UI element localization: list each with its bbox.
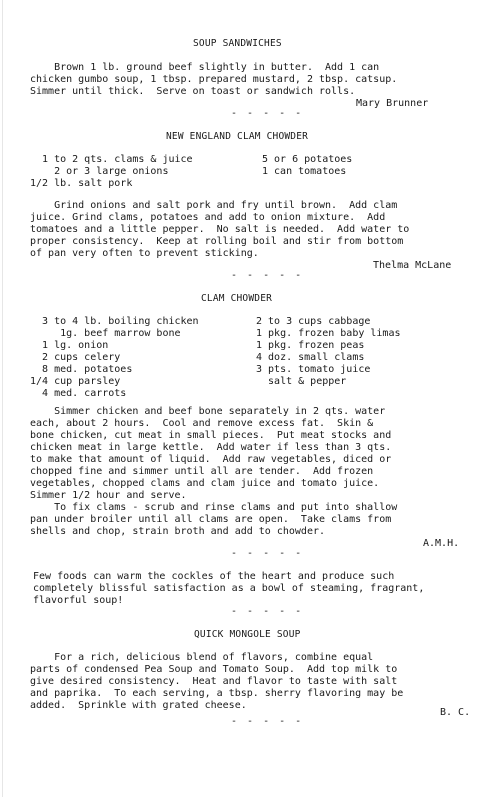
- recipe-title-quick-mongole-soup: QUICK MONGOLE SOUP: [194, 629, 301, 640]
- recipe-text-line: added. Sprinkle with grated cheese.: [30, 700, 247, 711]
- ingredient-line: 1/2 lb. salt pork: [30, 178, 133, 189]
- recipe-text-line: To fix clams - scrub and rinse clams and put into shallow: [30, 502, 398, 513]
- ingredient-line: 1 can tomatoes: [262, 166, 347, 177]
- recipe-text-line: and paprika. To each serving, a tbsp. sherry flavoring may be: [30, 688, 404, 699]
- quote-line: completely blissful satisfaction as a bowl of steaming, fragrant,: [33, 583, 425, 594]
- recipe-text-line: Simmer chicken and beef bone separately in 2 qts. water: [30, 406, 386, 417]
- ingredient-line: 4 med. carrots: [30, 388, 127, 399]
- ingredient-line: 1g. beef marrow bone: [30, 328, 181, 339]
- ingredient-line: 2 or 3 large onions: [30, 166, 169, 177]
- recipe-text-line: Simmer 1/2 hour and serve.: [30, 490, 187, 501]
- section-separator: - - - - -: [231, 548, 304, 559]
- ingredient-line: 2 to 3 cups cabbage: [256, 316, 371, 327]
- recipe-text-line: each, about 2 hours. Cool and remove excess fat. Skin &: [30, 418, 374, 429]
- recipe-text-line: chopped fine and simmer until all are tender. Add frozen: [30, 466, 374, 477]
- ingredient-line: 1 to 2 qts. clams & juice: [30, 154, 193, 165]
- recipe-text-line: give desired consistency. Heat and flavor to taste with salt: [30, 676, 398, 687]
- recipe-text-line: vegetables, chopped clams and clam juice and tomato juice.: [30, 478, 380, 489]
- recipe-title-clam-chowder: CLAM CHOWDER: [201, 293, 273, 304]
- recipe-text-line: proper consistency. Keep at rolling boil and stir from bottom: [30, 236, 404, 247]
- section-separator: - - - - -: [231, 108, 304, 119]
- ingredient-line: 4 doz. small clams: [256, 352, 365, 363]
- recipe-author: B. C.: [440, 707, 471, 718]
- ingredient-line: 3 to 4 lb. boiling chicken: [30, 316, 199, 327]
- recipe-title-new-england-clam-chowder: NEW ENGLAND CLAM CHOWDER: [166, 131, 309, 142]
- ingredient-line: 8 med. potatoes: [30, 364, 133, 375]
- recipe-text-line: chicken gumbo soup, 1 tbsp. prepared mustard, 2 tbsp. catsup.: [30, 74, 398, 85]
- recipe-author: A.M.H.: [423, 538, 460, 549]
- recipe-title-soup-sandwiches: SOUP SANDWICHES: [193, 38, 282, 49]
- ingredient-line: 1 pkg. frozen peas: [256, 340, 365, 351]
- recipe-text-line: of pan very often to prevent sticking.: [30, 248, 259, 259]
- recipe-text-line: Brown 1 lb. ground beef slightly in butter. Add 1 can: [30, 62, 380, 73]
- quote-line: Few foods can warm the cockles of the heart and produce such: [33, 571, 395, 582]
- ingredient-line: 1 lg. onion: [30, 340, 109, 351]
- recipe-text-line: pan under broiler until all clams are open. Take clams from: [30, 514, 392, 525]
- recipe-text-line: bone chicken, cut meat in small pieces. Put meat stocks and: [30, 430, 392, 441]
- recipe-text-line: chicken meat in large kettle. Add water if less than 3 qts.: [30, 442, 392, 453]
- recipe-author: Mary Brunner: [356, 98, 429, 109]
- ingredient-line: 1 pkg. frozen baby limas: [256, 328, 401, 339]
- page-edge: [2, 0, 3, 797]
- recipe-text-line: to make that amount of liquid. Add raw vegetables, diced or: [30, 454, 392, 465]
- ingredient-line: 5 or 6 potatoes: [262, 154, 353, 165]
- recipe-text-line: tomatoes and a little pepper. No salt is needed. Add water to: [30, 224, 410, 235]
- recipe-text-line: parts of condensed Pea Soup and Tomato Soup. Add top milk to: [30, 664, 398, 675]
- section-separator: - - - - -: [231, 606, 304, 617]
- recipe-text-line: Simmer until thick. Serve on toast or sandwich rolls.: [30, 86, 356, 97]
- recipe-author: Thelma McLane: [373, 260, 452, 271]
- ingredient-line: 3 pts. tomato juice: [256, 364, 371, 375]
- quote-line: flavorful soup!: [33, 595, 124, 606]
- section-separator: - - - - -: [231, 270, 304, 281]
- recipe-text-line: juice. Grind clams, potatoes and add to onion mixture. Add: [30, 212, 386, 223]
- recipe-text-line: Grind onions and salt pork and fry until brown. Add clam: [30, 200, 398, 211]
- section-separator: - - - - -: [231, 716, 304, 727]
- recipe-text-line: shells and chop, strain broth and add to chowder.: [30, 526, 326, 537]
- ingredient-line: salt & pepper: [256, 376, 347, 387]
- ingredient-line: 2 cups celery: [30, 352, 121, 363]
- recipe-text-line: For a rich, delicious blend of flavors, combine equal: [30, 652, 374, 663]
- ingredient-line: 1/4 cup parsley: [30, 376, 121, 387]
